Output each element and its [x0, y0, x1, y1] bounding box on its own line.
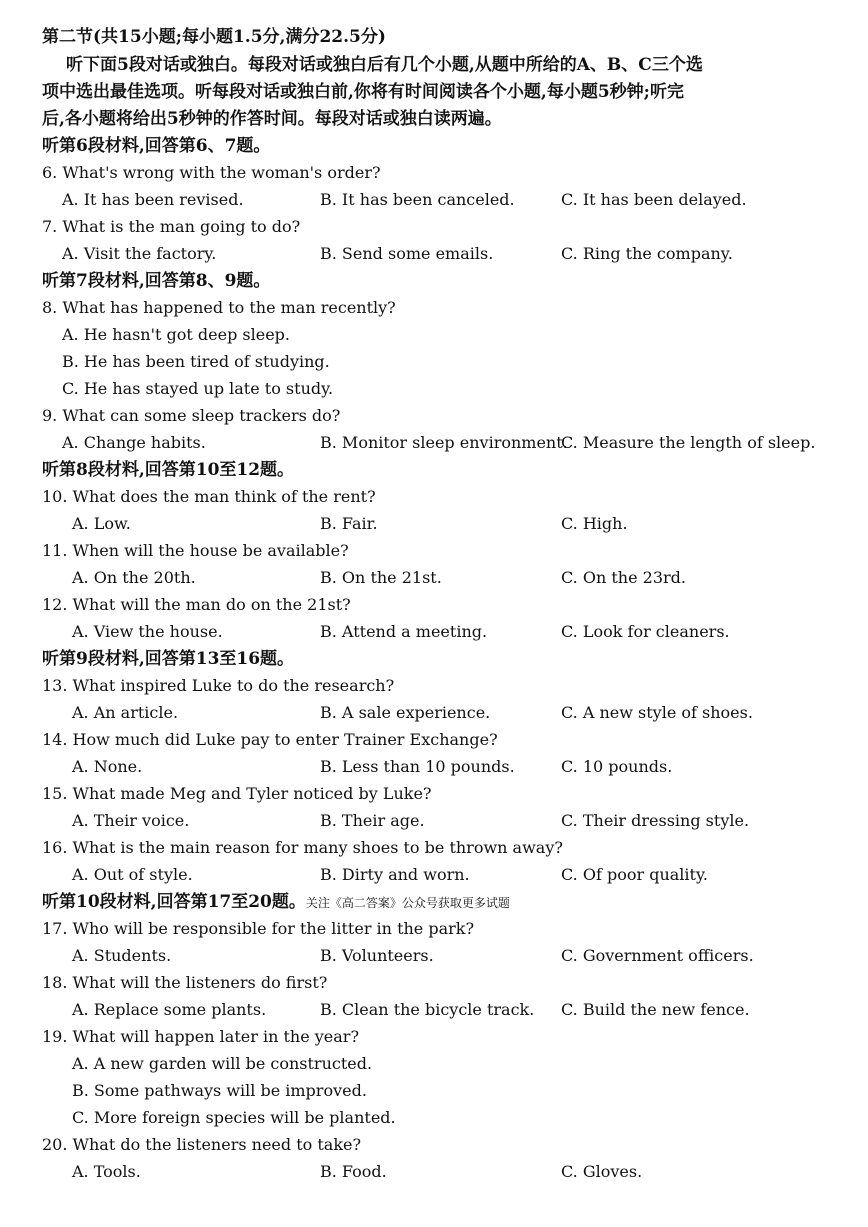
- option-c: C. 10 pounds.: [561, 757, 673, 776]
- question: 20. What do the listeners need to take?: [42, 1135, 362, 1154]
- question: 11. When will the house be available?: [42, 541, 349, 560]
- option-a: A. Their voice.: [72, 811, 190, 830]
- option-b: B. Volunteers.: [320, 946, 434, 965]
- option-a: A. None.: [72, 757, 143, 776]
- option-b: B. Send some emails.: [320, 244, 494, 263]
- option-c: C. A new style of shoes.: [561, 703, 753, 722]
- options-row: [0, 756, 800, 778]
- option-a: A. A new garden will be constructed.: [72, 1054, 373, 1073]
- group-header-text: 听第10段材料,回答第17至20题。: [42, 892, 306, 912]
- question: 14. How much did Luke pay to enter Trainer Exchange?: [42, 730, 498, 749]
- option-a: A. View the house.: [72, 622, 223, 641]
- options-row: [0, 1161, 800, 1183]
- options-row: [0, 567, 800, 589]
- instructions-line-2: 项中选出最佳选项。听每段对话或独白前,你将有时间阅读各个小题,每小题5秒钟;听完: [42, 82, 684, 102]
- option-c: C. Look for cleaners.: [561, 622, 730, 641]
- question: 15. What made Meg and Tyler noticed by Luke?: [42, 784, 432, 803]
- option-b: B. He has been tired of studying.: [62, 352, 330, 371]
- option-c: C. High.: [561, 514, 628, 533]
- options-row: [0, 189, 800, 211]
- options-row: [0, 864, 800, 886]
- option-c: C. He has stayed up late to study.: [62, 379, 334, 398]
- option-c: C. Of poor quality.: [561, 865, 708, 884]
- question: 8. What has happened to the man recently?: [42, 298, 396, 317]
- option-c: C. Government officers.: [561, 946, 754, 965]
- option-b: B. Their age.: [320, 811, 425, 830]
- option-b: B. Fair.: [320, 514, 378, 533]
- option-a: A. On the 20th.: [72, 568, 196, 587]
- question: 13. What inspired Luke to do the research?: [42, 676, 395, 695]
- option-a: A. Replace some plants.: [72, 1000, 267, 1019]
- option-c: C. Their dressing style.: [561, 811, 750, 830]
- option-a: A. An article.: [72, 703, 179, 722]
- question: 7. What is the man going to do?: [42, 217, 301, 236]
- option-b: B. On the 21st.: [320, 568, 442, 587]
- option-c: C. Ring the company.: [561, 244, 733, 263]
- option-c: C. Gloves.: [561, 1162, 643, 1181]
- question: 12. What will the man do on the 21st?: [42, 595, 351, 614]
- option-b: B. Some pathways will be improved.: [72, 1081, 367, 1100]
- group-header: 听第8段材料,回答第10至12题。: [42, 460, 295, 480]
- group-header: 听第6段材料,回答第6、7题。: [42, 136, 271, 156]
- option-a: A. It has been revised.: [62, 190, 244, 209]
- option-b: B. Monitor sleep environment.: [320, 433, 568, 452]
- section-title: 第二节(共15小题;每小题1.5分,满分22.5分): [42, 27, 386, 47]
- option-a: A. Change habits.: [62, 433, 206, 452]
- question: 9. What can some sleep trackers do?: [42, 406, 341, 425]
- option-b: B. It has been canceled.: [320, 190, 515, 209]
- option-b: B. Clean the bicycle track.: [320, 1000, 535, 1019]
- option-a: A. Tools.: [72, 1162, 141, 1181]
- options-row: [0, 621, 800, 643]
- option-a: A. Students.: [72, 946, 172, 965]
- option-a: A. Out of style.: [72, 865, 193, 884]
- option-b: B. Dirty and worn.: [320, 865, 470, 884]
- options-row: [0, 702, 800, 724]
- question: 18. What will the listeners do first?: [42, 973, 328, 992]
- option-b: B. Food.: [320, 1162, 387, 1181]
- option-c: C. More foreign species will be planted.: [72, 1108, 396, 1127]
- group-header: 听第9段材料,回答第13至16题。: [42, 649, 295, 669]
- question: 10. What does the man think of the rent?: [42, 487, 376, 506]
- options-row: [0, 810, 800, 832]
- header-note: 关注《高二答案》公众号获取更多试题: [305, 896, 510, 910]
- option-c: C. Build the new fence.: [561, 1000, 750, 1019]
- group-header: 听第7段材料,回答第8、9题。: [42, 271, 271, 291]
- option-a: A. Visit the factory.: [62, 244, 217, 263]
- options-row: [0, 432, 816, 454]
- options-row: [0, 243, 800, 265]
- option-b: B. A sale experience.: [320, 703, 491, 722]
- option-b: B. Attend a meeting.: [320, 622, 488, 641]
- question: 19. What will happen later in the year?: [42, 1027, 360, 1046]
- instructions-line-1: 听下面5段对话或独白。每段对话或独白后有几个小题,从题中所给的A、B、C三个选: [66, 55, 703, 75]
- group-header: [42, 891, 510, 913]
- question: 6. What's wrong with the woman's order?: [42, 163, 381, 182]
- options-row: [0, 999, 800, 1021]
- option-b: B. Less than 10 pounds.: [320, 757, 515, 776]
- question: 16. What is the main reason for many shoes to be thrown away?: [42, 838, 563, 857]
- option-a: A. He hasn't got deep sleep.: [62, 325, 290, 344]
- options-row: [0, 513, 800, 535]
- option-a: A. Low.: [72, 514, 131, 533]
- instructions-line-3: 后,各小题将给出5秒钟的作答时间。每段对话或独白读两遍。: [42, 109, 502, 129]
- option-c: C. Measure the length of sleep.: [561, 433, 816, 452]
- options-row: [0, 945, 800, 967]
- option-c: C. On the 23rd.: [561, 568, 686, 587]
- option-c: C. It has been delayed.: [561, 190, 747, 209]
- question: 17. Who will be responsible for the litter in the park?: [42, 919, 475, 938]
